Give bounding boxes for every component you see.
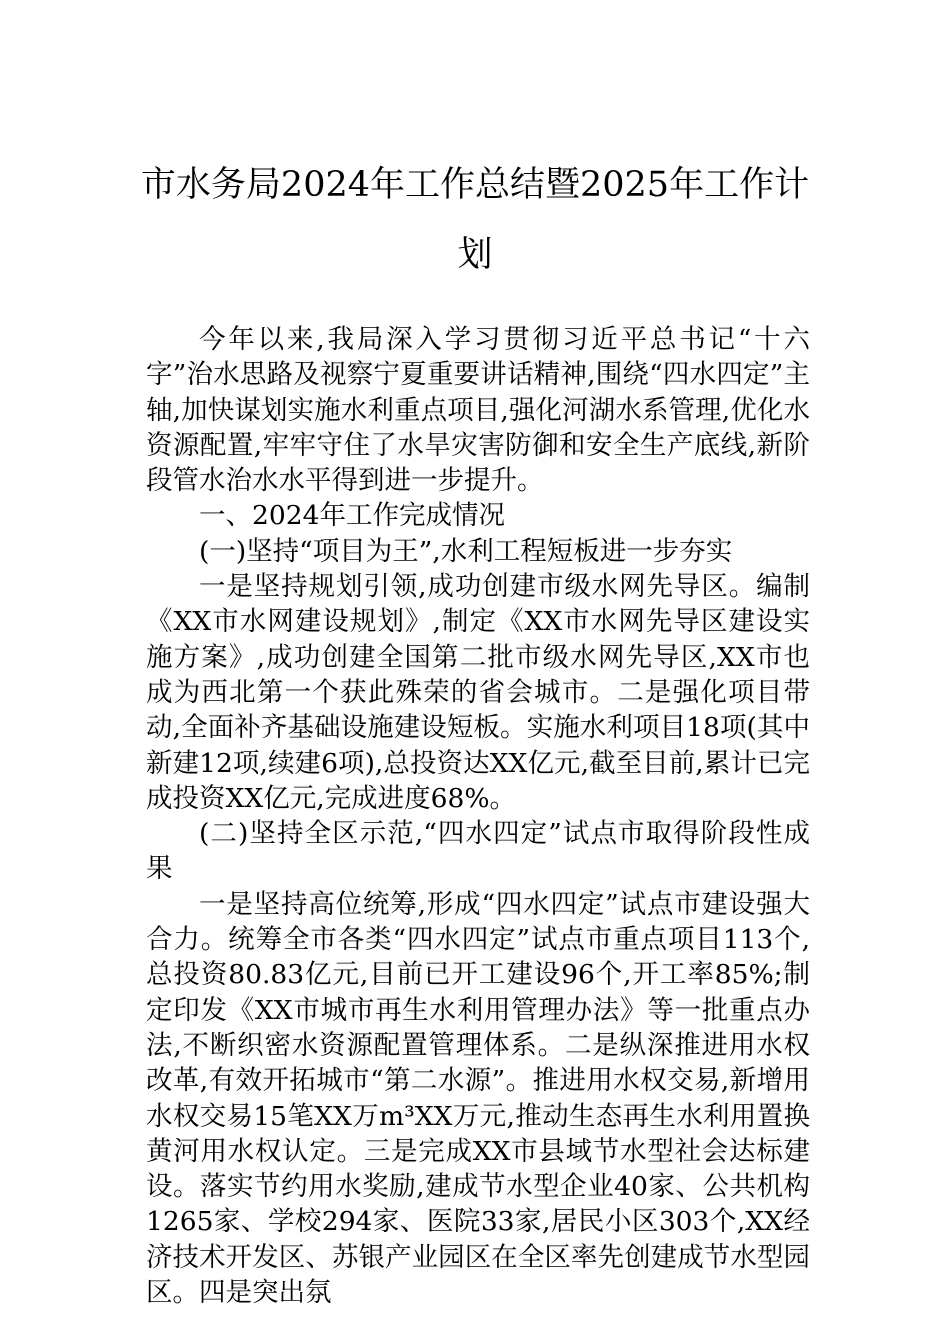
paragraph-pilot-city: 一是坚持高位统筹,形成“四水四定”试点市建设强大合力。统筹全市各类“四水四定”试点市重点项目113个,总投资80.83亿元,目前已开工建设96个,开工率85%;制定印发《XX市城市再生水利用管理办法》等一批重点办法,不断织密水资源配置管理体系。二是纵深推进用水权改革,有效开拓城市“第二水源”。推进用水权交易,新增用水权交易15笔XX万m³XX万元,推动生态再生水利用置换黄河用水权认定。三是完成XX市县域节水型社会达标建设。落实节约用水奖励,建成节水型企业40家、公共机构1265家、学校294家、医院33家,居民小区303个,XX经济技术开发区、苏银产业园区在全区率先创建成节水型园区。四是突出氛: [146, 888, 810, 1309]
subsection-heading-1: (一)坚持“项目为王”,水利工程短板进一步夯实: [199, 535, 733, 567]
section-heading: 一、2024年工作完成情况: [199, 500, 505, 532]
subsection-heading-2: (二)坚持全区示范,“四水四定”试点市取得阶段性成果: [146, 818, 810, 885]
intro-paragraph: 今年以来,我局深入学习贯彻习近平总书记“十六字”治水思路及视察宁夏重要讲话精神,围绕“四水四定”主轴,加快谋划实施水利重点项目,强化河湖水系管理,优化水资源配置,牢牢守住了水旱灾害防御和安全生产底线,新阶段管水治水水平得到进一步提升。: [146, 324, 810, 497]
document-title: 市水务局2024年工作总结暨2025年工作计划: [140, 165, 810, 275]
document-body: [146, 322, 810, 1310]
paragraph-project: 一是坚持规划引领,成功创建市级水网先导区。编制《XX市水网建设规划》,制定《XX市水网先导区建设实施方案》,成功创建全国第二批市级水网先导区,XX市也成为西北第一个获此殊荣的省会城市。二是强化项目带动,全面补齐基础设施建设短板。实施水利项目18项(其中新建12项,续建6项),总投资达XX亿元,截至目前,累计已完成投资XX亿元,完成进度68%。: [146, 571, 810, 814]
